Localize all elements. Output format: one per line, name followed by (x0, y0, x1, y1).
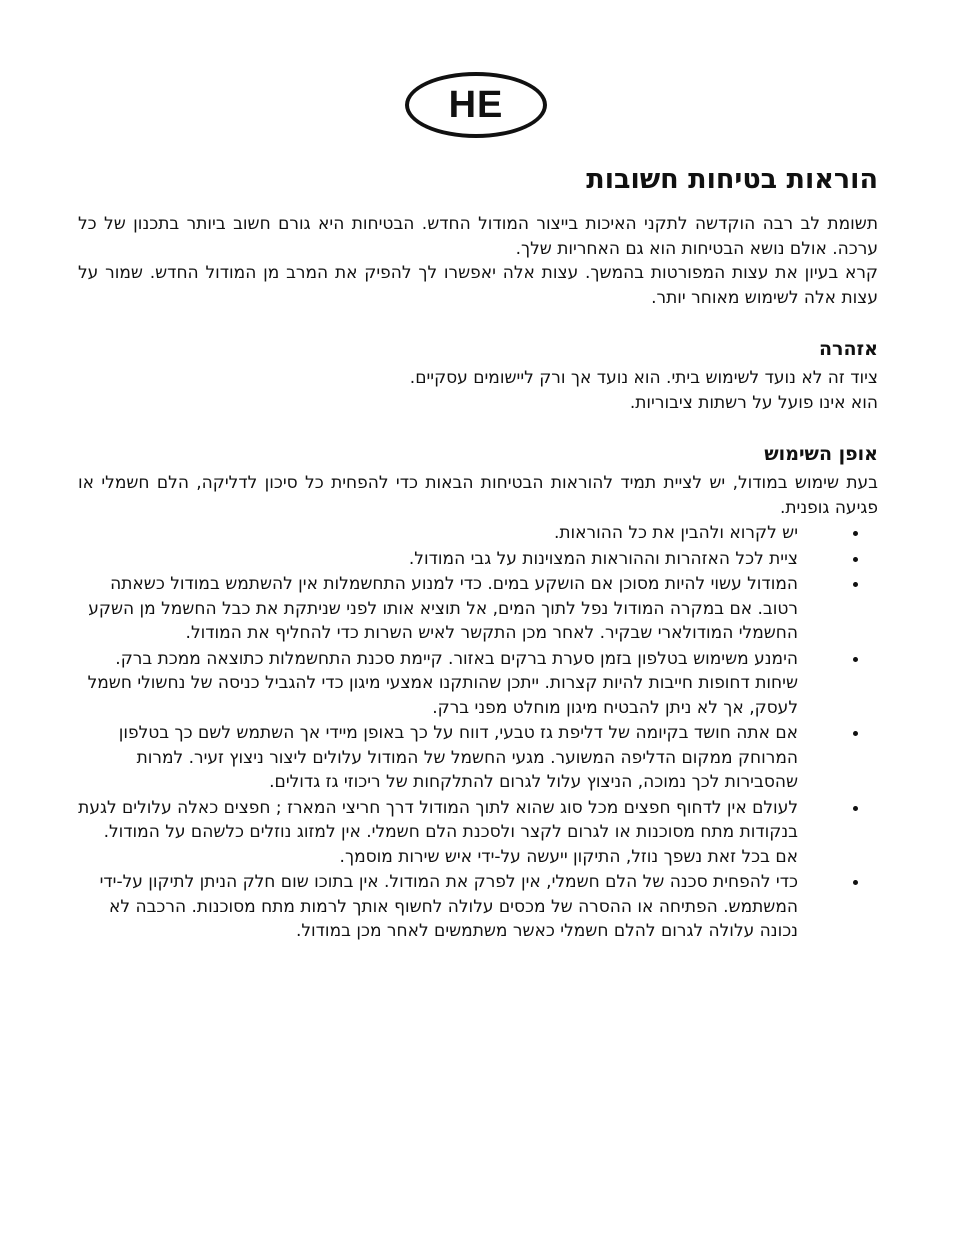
language-code: HE (448, 83, 504, 126)
usage-item-text: אם אתה חושד בקיומה של דליפת גז טבעי, דווח על כך באופן מיידי אך השתמש לשם כך בטלפון המרוחק ממקום הדליפה המשוער. מגעי החשמל של המודול עלולים ליצור ניצוץ זעיר. למרות שהסבירות לכך נמוכה, הניצוץ עלול לגרום להתלקחות של ריכוזי גז גדולים. (118, 723, 798, 792)
usage-item-text: ציית לכל האזהרות וההוראות המצוינות על גבי המודול. (408, 548, 798, 569)
intro-section (78, 212, 878, 310)
usage-section (78, 439, 878, 944)
usage-list (78, 521, 878, 944)
bullet-icon (853, 806, 858, 811)
usage-item-text: הימנע משימוש בטלפון בזמן סערת ברקים באזור. קיימת סכנת התחשמלות כתוצאה ממכת ברק. שיחות דחופות חייבות להיות קצרות. ייתכן שהותקנו אמצעי מיגון כדי להגביל כניסה של נחשולי חשמל לעסק, אך לא ניתן להבטיח מיגון מוחלט מפני ברק. (87, 648, 798, 718)
usage-list-item (78, 521, 878, 546)
usage-list-item (78, 796, 878, 870)
usage-item-text: המודול עשוי להיות מסוכן אם הושקע במים. כדי למנוע התחשמלות אין להשתמש במודול כשאתה רטוב. אם במקרה המודול נפל לתוך המים, אל תוציא אותו לפני שניתקת את כבל החשמל מן השקע החשמלי המודולארי שבקיר. לאחר מכן התקשר לאיש השרות כדי להחליף את המודול. (88, 574, 798, 643)
usage-item-text: לעולם אין לדחוף חפצים מכל סוג שהוא לתוך המודול דרך חריצי המארז ; חפצים כאלה עלולים לגעת בנקודות מתח מסוכנות או לגרום לקצר ולסכנת הלם חשמלי. אין למזוג נוזלים כלשהם על המודול. אם בכל זאת נשפך נוזל, התיקון ייעשה על-ידי איש שירות מוסמך. (78, 797, 798, 867)
bullet-icon (853, 731, 858, 736)
warning-section (78, 334, 878, 415)
bullet-icon (853, 557, 858, 562)
bullet-icon (853, 880, 858, 885)
usage-list-item (78, 647, 878, 721)
usage-heading: אופן השימוש (764, 443, 878, 465)
warning-line-2: הוא אינו פועל על רשתות ציבוריות. (629, 392, 878, 413)
warning-line-1: ציוד זה לא נועד לשימוש ביתי. הוא נועד אך ורק ליישומים עסקיים. (409, 368, 878, 388)
usage-item-text: יש לקרוא ולהבין את כל ההוראות. (553, 523, 798, 543)
warning-heading: אזהרה (819, 338, 878, 360)
page-title: הוראות בטיחות חשובות (586, 164, 878, 195)
intro-paragraph-1: תשומת לב רבה הוקדשה לתקני האיכות בייצור המודול החדש. הבטיחות היא גורם חשוב ביותר בתכנון של כל ערכה. אולם נושא הבטיחות הוא גם האחריות שלך. (78, 214, 878, 259)
bullet-icon (853, 531, 858, 536)
safety-instructions-document (78, 158, 878, 945)
usage-item-text: כדי להפחית סכנה של הלם חשמלי, אין לפרק את המודול. אין בתוכו שום חלק הניתן לתיקון על-ידי המשתמש. הפתיחה או ההסרה של מכסים עלולה לחשוף אותך לרמות מתח מסוכנות. הרכבה לא נכונה עלולה לגרום להלם חשמלי כאשר משתמשים לאחר מכן במודול. (99, 872, 798, 941)
usage-list-item (78, 572, 878, 646)
usage-list-item (78, 721, 878, 795)
intro-paragraph-2: קרא בעיון את עצות המפורטות בהמשך. עצות אלה יאפשרו לך להפיק את המרב מן המודול החדש. שמור על עצות אלה לשימוש מאוחר יותר. (78, 263, 878, 308)
usage-list-item (78, 870, 878, 944)
bullet-icon (853, 582, 858, 587)
bullet-icon (853, 657, 858, 662)
usage-intro: בעת שימוש במודול, יש לציית תמיד להוראות הבטיחות הבאות כדי להפחית כל סיכון לדליקה, הלם חשמלי או פגיעה גופנית. (78, 473, 878, 518)
usage-list-item (78, 547, 878, 572)
language-badge (405, 72, 547, 138)
